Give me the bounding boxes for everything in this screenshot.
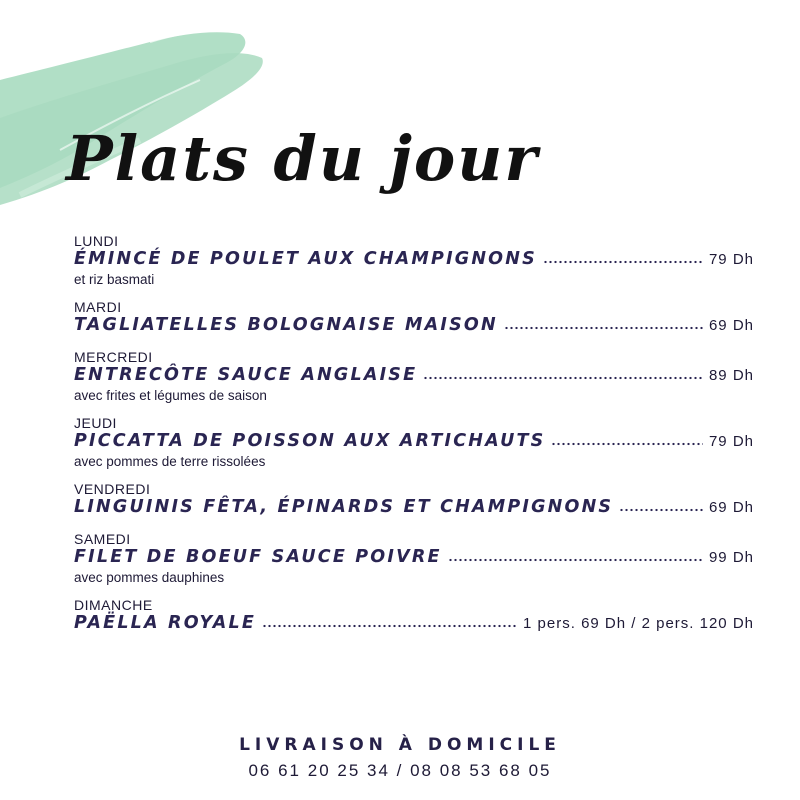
dish-name: LINGUINIS FÊTA, ÉPINARDS ET CHAMPIGNONS xyxy=(74,497,614,517)
dish-name: ENTRECÔTE SAUCE ANGLAISE xyxy=(74,365,418,385)
dish-line xyxy=(74,547,754,570)
dish-line xyxy=(74,431,754,454)
dotted-leader xyxy=(543,260,703,264)
green-brush-stroke xyxy=(0,0,320,230)
phone-numbers: 06 61 20 25 34 / 08 08 53 68 05 xyxy=(248,761,552,780)
day-name: VENDREDI xyxy=(74,481,151,497)
dish-note: avec pommes de terre rissolées xyxy=(74,454,266,469)
dish-price: 89 Dh xyxy=(708,367,754,384)
menu-item xyxy=(74,597,754,636)
dish-line xyxy=(74,613,754,636)
dish-name: ÉMINCÉ DE POULET AUX CHAMPIGNONS xyxy=(74,249,537,269)
menu-list xyxy=(74,233,754,647)
day-name: JEUDI xyxy=(74,415,117,431)
delivery-banner: LIVRAISON À DOMICILE xyxy=(239,735,561,755)
menu-item xyxy=(74,299,754,338)
dish-name: PAËLLA ROYALE xyxy=(74,613,256,633)
day-name: MERCREDI xyxy=(74,349,153,365)
menu-item xyxy=(74,531,754,586)
dotted-leader xyxy=(448,558,703,562)
dish-price: 79 Dh xyxy=(708,433,754,450)
dish-price: 1 pers. 69 Dh / 2 pers. 120 Dh xyxy=(523,615,754,632)
dish-price: 79 Dh xyxy=(708,251,754,268)
dish-line xyxy=(74,249,754,272)
dish-price: 69 Dh xyxy=(708,499,754,516)
menu-item xyxy=(74,415,754,470)
dish-name: PICCATTA DE POISSON AUX ARTICHAUTS xyxy=(74,431,546,451)
dish-price: 99 Dh xyxy=(708,549,754,566)
dish-note: et riz basmati xyxy=(74,272,155,287)
dish-name: FILET DE BOEUF SAUCE POIVRE xyxy=(74,547,442,567)
page-title: Plats du jour xyxy=(66,122,540,195)
dotted-leader xyxy=(423,376,703,380)
dotted-leader xyxy=(262,624,517,628)
dish-price: 69 Dh xyxy=(708,317,754,334)
day-name: DIMANCHE xyxy=(74,597,153,613)
day-name: SAMEDI xyxy=(74,531,131,547)
menu-item xyxy=(74,481,754,520)
dotted-leader xyxy=(619,508,703,512)
dish-line xyxy=(74,315,754,338)
dish-note: avec pommes dauphines xyxy=(74,570,225,585)
dish-line xyxy=(74,365,754,388)
dish-note: avec frites et légumes de saison xyxy=(74,388,267,403)
dotted-leader xyxy=(504,326,703,330)
menu-item xyxy=(74,233,754,288)
day-name: MARDI xyxy=(74,299,122,315)
footer xyxy=(0,735,800,781)
menu-item xyxy=(74,349,754,404)
day-name: LUNDI xyxy=(74,233,119,249)
dotted-leader xyxy=(551,442,703,446)
dish-line xyxy=(74,497,754,520)
dish-name: TAGLIATELLES BOLOGNAISE MAISON xyxy=(74,315,498,335)
